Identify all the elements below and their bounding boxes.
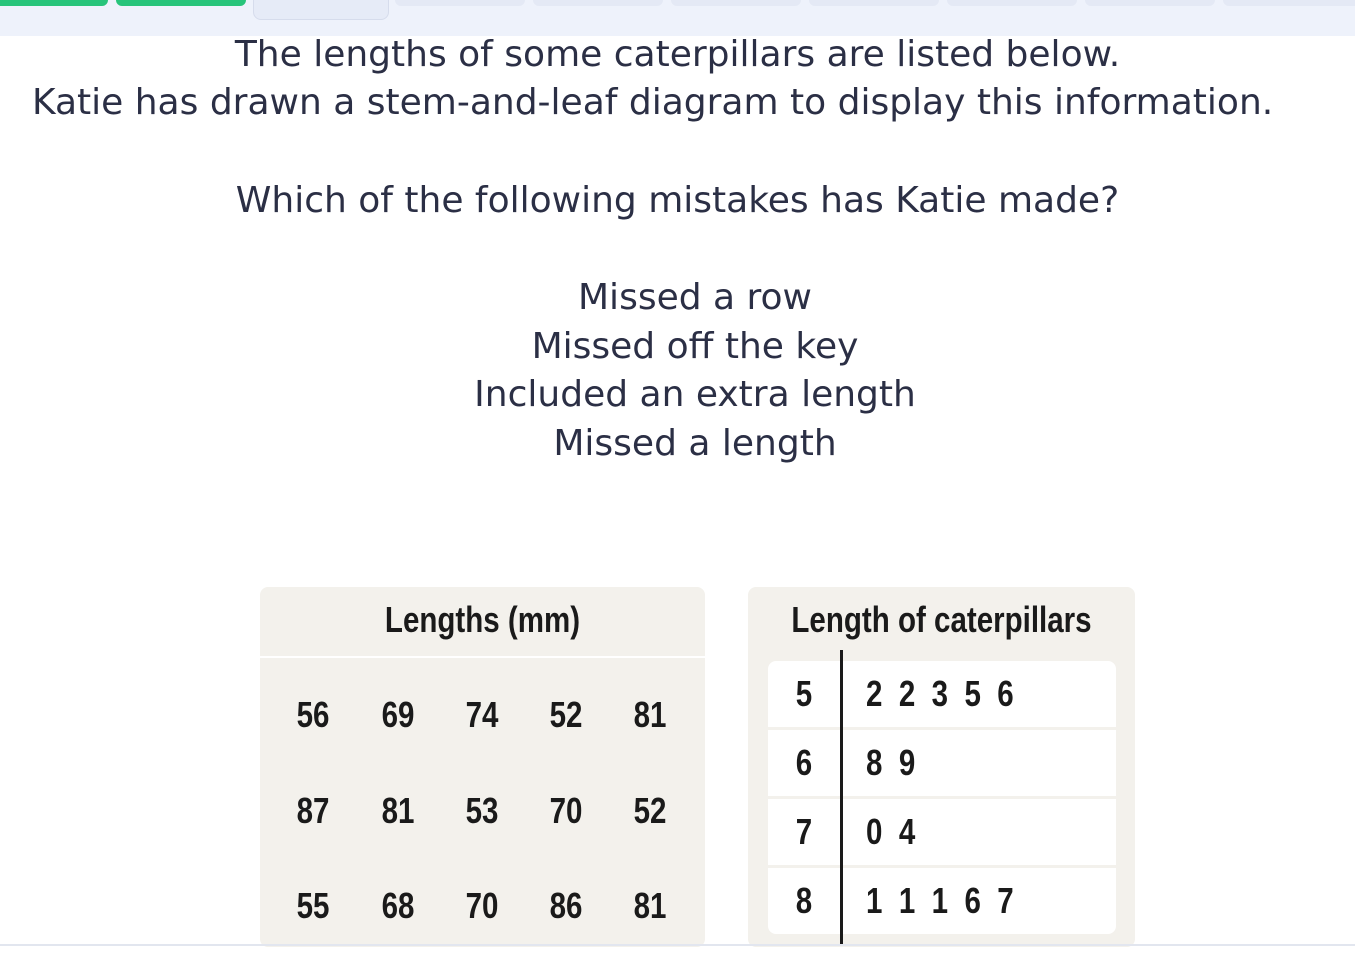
stem-leaf-row: [768, 661, 1116, 727]
length-value: 55: [296, 885, 330, 926]
progress-segment-complete[interactable]: [0, 0, 108, 6]
progress-segment[interactable]: [1085, 0, 1215, 6]
stem-leaf-title: Length of caterpillars: [791, 599, 1092, 640]
length-value: 86: [549, 885, 583, 926]
bottom-divider: [0, 944, 1355, 946]
leaf-values: 8 9: [866, 742, 916, 783]
length-value: 81: [633, 885, 667, 926]
length-value: 70: [465, 885, 499, 926]
stem-value: 6: [795, 742, 813, 783]
stem-leaf-divider: [840, 650, 843, 945]
progress-segment[interactable]: [533, 0, 663, 6]
question-text-line-1: The lengths of some caterpillars are listed below.: [234, 34, 1121, 75]
answer-option[interactable]: Missed a row: [578, 277, 812, 318]
length-value: 52: [549, 694, 583, 735]
length-value: 68: [381, 885, 415, 926]
progress-segment[interactable]: [395, 0, 525, 6]
length-value: 69: [381, 694, 415, 735]
length-value: 53: [465, 790, 499, 831]
length-value: 74: [465, 694, 499, 735]
length-value: 81: [633, 694, 667, 735]
answer-option[interactable]: Included an extra length: [474, 374, 916, 415]
leaf-values: 0 4: [866, 811, 916, 852]
stem-value: 8: [795, 880, 813, 921]
answer-option[interactable]: Missed off the key: [531, 326, 859, 367]
lengths-table-title: Lengths (mm): [384, 599, 581, 640]
length-value: 70: [549, 790, 583, 831]
leaf-values: 1 1 1 6 7: [866, 880, 1014, 921]
stem-value: 5: [795, 673, 813, 714]
length-value: 52: [633, 790, 667, 831]
question-text-line-2: Katie has drawn a stem-and-leaf diagram to display this information.: [32, 82, 1274, 123]
progress-bar: [0, 0, 1355, 36]
progress-segment[interactable]: [671, 0, 801, 6]
length-value: 81: [381, 790, 415, 831]
progress-segment[interactable]: [947, 0, 1077, 6]
progress-segment-current[interactable]: [253, 0, 389, 20]
stem-leaf-row: [768, 730, 1116, 796]
question-prompt: Which of the following mistakes has Katie made?: [235, 180, 1120, 221]
table-divider: [260, 656, 705, 658]
lengths-table: [260, 587, 705, 947]
stem-leaf-row: [768, 868, 1116, 934]
length-value: 56: [296, 694, 330, 735]
length-value: 87: [296, 790, 330, 831]
progress-segment[interactable]: [809, 0, 939, 6]
answer-option[interactable]: Missed a length: [553, 423, 837, 464]
progress-segment[interactable]: [1223, 0, 1355, 6]
progress-segment-complete[interactable]: [116, 0, 246, 6]
stem-value: 7: [795, 811, 813, 852]
stem-leaf-row: [768, 799, 1116, 865]
leaf-values: 2 2 3 5 6: [866, 673, 1014, 714]
